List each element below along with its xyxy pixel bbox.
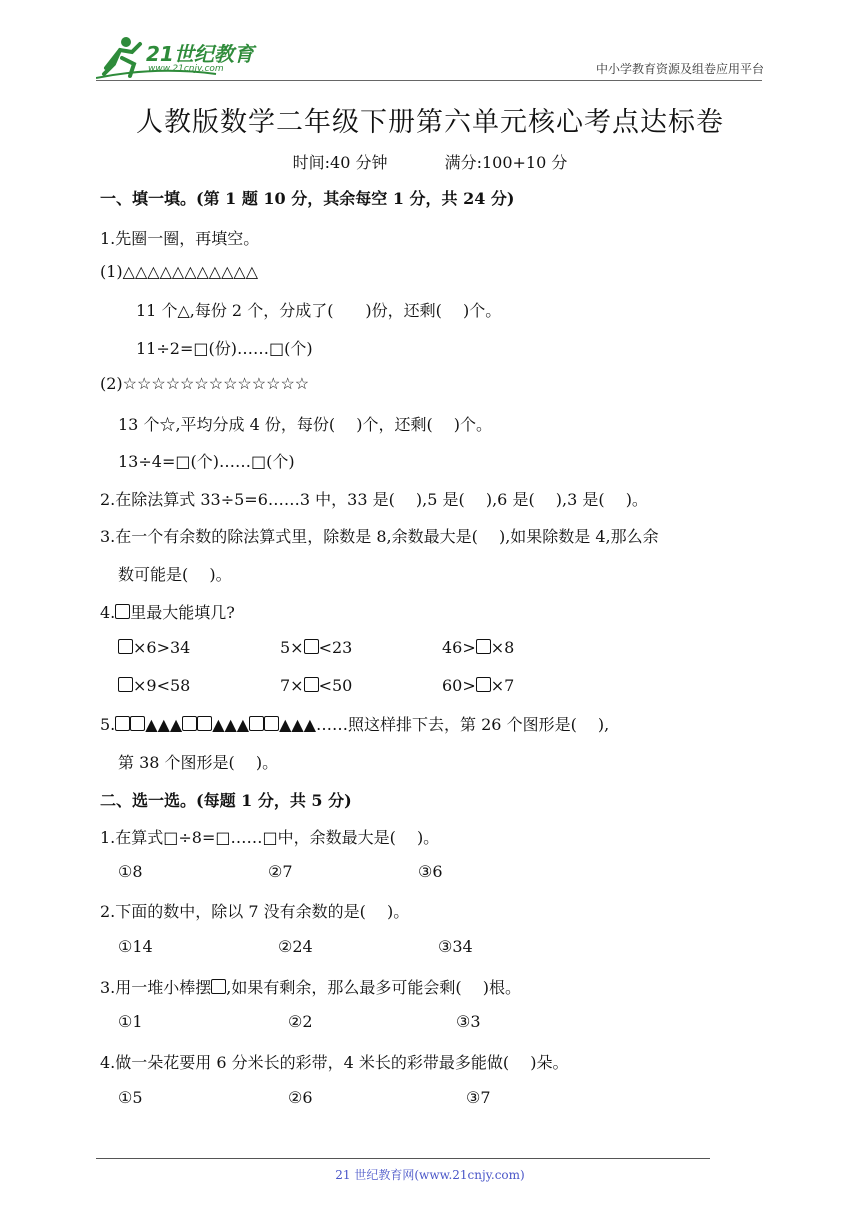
brand-text: 21世纪教育 bbox=[146, 42, 254, 66]
s1-q5b: 第 38 个图形是( )。 bbox=[118, 753, 279, 772]
footer-divider bbox=[96, 1158, 710, 1159]
s2-q3-opt1[interactable]: ①1 bbox=[118, 1012, 143, 1031]
s1-q1a: (1)△△△△△△△△△△△ bbox=[100, 262, 259, 281]
s1-q3: 3.在一个有余数的除法算式里，除数是 8,余数最大是( ),如果除数是 4,那么余 bbox=[100, 527, 659, 546]
s1-q4-item6: 60> ×7 bbox=[442, 676, 515, 695]
s1-q4-item1: ×6>34 bbox=[118, 638, 190, 657]
s2-q4-opt2[interactable]: ②6 bbox=[288, 1088, 313, 1107]
s1-q4-item3: 46> ×8 bbox=[442, 638, 515, 657]
section2-heading: 二、选一选。(每题 1 分，共 5 分) bbox=[100, 791, 352, 810]
s2-q1-opt3[interactable]: ③6 bbox=[418, 862, 443, 881]
page-title: 人教版数学二年级下册第六单元核心考点达标卷 bbox=[136, 107, 724, 138]
s1-q1a-line1: 11 个△,每份 2 个，分成了( )份，还剩( )个。 bbox=[136, 301, 502, 320]
brand-logo bbox=[96, 34, 266, 80]
s1-q4-item5: 7× <50 bbox=[280, 676, 353, 695]
s2-q4-opt3[interactable]: ③7 bbox=[466, 1088, 491, 1107]
s2-q3: 3.用一堆小棒摆 ,如果有剩余，那么最多可能会剩( )根。 bbox=[100, 978, 521, 997]
pattern-shapes: ▲▲▲ ▲▲▲ ▲▲▲ bbox=[115, 715, 316, 734]
s1-q5: 5. ▲▲▲ ▲▲▲ ▲▲▲……照这样排下去，第 26 个图形是( ), bbox=[100, 715, 610, 734]
s2-q4-opt1[interactable]: ①5 bbox=[118, 1088, 143, 1107]
s2-q2-opt2[interactable]: ②24 bbox=[278, 937, 313, 956]
s1-q2: 2.在除法算式 33÷5=6……3 中，33 是( ),5 是( ),6 是( ),3 是( )。 bbox=[100, 490, 648, 509]
s2-q2-opt1[interactable]: ①14 bbox=[118, 937, 153, 956]
s1-q1b-line1: 13 个☆,平均分成 4 份，每份( )个，还剩( )个。 bbox=[118, 415, 493, 434]
s1-q1a-line2: 11÷2=□(份)……□(个) bbox=[136, 339, 313, 358]
s2-q2-opt3[interactable]: ③34 bbox=[438, 937, 473, 956]
s1-q1b: (2)☆☆☆☆☆☆☆☆☆☆☆☆☆ bbox=[100, 374, 310, 393]
s1-q4-item4: ×9<58 bbox=[118, 676, 190, 695]
s2-q1-opt1[interactable]: ①8 bbox=[118, 862, 143, 881]
exam-meta bbox=[0, 150, 860, 173]
platform-text: 中小学教育资源及组卷应用平台 bbox=[595, 62, 764, 76]
footer-link[interactable]: 21 世纪教育网(www.21cnjy.com) bbox=[335, 1168, 525, 1182]
s2-q2: 2.下面的数中，除以 7 没有余数的是( )。 bbox=[100, 902, 410, 921]
section1-heading: 一、填一填。(第 1 题 10 分，其余每空 1 分，共 24 分) bbox=[100, 189, 515, 208]
s1-q3b: 数可能是( )。 bbox=[118, 565, 232, 584]
s2-q4: 4.做一朵花要用 6 分米长的彩带，4 米长的彩带最多能做( )朵。 bbox=[100, 1053, 569, 1072]
exam-time: 时间:40 分钟 bbox=[292, 153, 388, 172]
square-shape-icon bbox=[211, 979, 226, 994]
s2-q1-opt2[interactable]: ②7 bbox=[268, 862, 293, 881]
s1-q1: 1.先圈一圈，再填空。 bbox=[100, 229, 260, 248]
header-divider bbox=[96, 80, 762, 81]
s1-q4: 4. 里最大能填几? bbox=[100, 603, 235, 622]
brand-url: www.21cnjy.com bbox=[148, 64, 224, 74]
s2-q1: 1.在算式□÷8=□……□中，余数最大是( )。 bbox=[100, 828, 440, 847]
s1-q4-item2: 5× <23 bbox=[280, 638, 353, 657]
s2-q3-opt3[interactable]: ③3 bbox=[456, 1012, 481, 1031]
exam-score: 满分:100+10 分 bbox=[444, 153, 568, 172]
blank-box bbox=[115, 604, 130, 619]
s2-q3-opt2[interactable]: ②2 bbox=[288, 1012, 313, 1031]
s1-q1b-line2: 13÷4=□(个)……□(个) bbox=[118, 452, 295, 471]
